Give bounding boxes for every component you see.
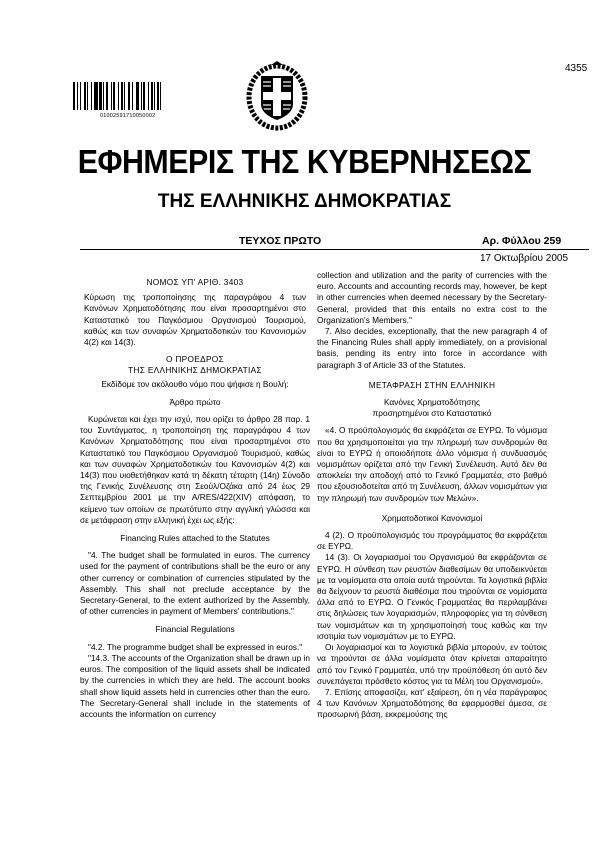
regulations-heading-gr: Χρηματοδοτικοί Κανονισμοί <box>381 512 483 523</box>
article-heading: Άρθρο πρώτο <box>169 396 221 407</box>
right-column <box>317 270 547 721</box>
financing-rules-text: "4. The budget shall be formulated in euros. The currency used for the payment of contributions shall be the euro or any other currency or combination of currencies stipulated by the Assembly. This shall not preclude acceptance by the Secretary-General, to the extent authorized by the Assembly, of other currencies in payment of Members' contributions." <box>80 550 310 617</box>
rule-4-gr: «4. Ο προϋπολογισμός θα εκφράζεται σε ΕΥΡΩ. Το νόμισμα που θα χρησιμοποιείται για την πληρωμή των συνδρομών θα είναι το ΕΥΡΩ ή οποιοδήποτε άλλο νόμισμα ή συνδυασμός νομισμάτων ορίζεται από την Γενική Συνέλευση. Αυτό δεν θα αποκλείει την αποδοχή από το Γενικό Γραμματέα, στο βαθμό που εξουσιοδοτείται από τη Συνέλευση, άλλων νομισμάτων για την πληρωμή των συνδρομών των Μελών». <box>317 425 547 503</box>
promulgation: Εκδίδομε τον ακόλουθο νόμο που ψήφισε η Βουλή: <box>101 378 289 389</box>
page-number: 4355 <box>565 63 588 74</box>
regulation-4-2: "4.2. The programme budget shall be expressed in euros." <box>88 641 303 652</box>
rules-heading-gr-line2: προσηρτημένοι στο Καταστατικό <box>372 408 492 419</box>
issue-label: ΤΕΥΧΟΣ ΠΡΩΤΟ <box>239 235 322 247</box>
header-divider <box>80 249 589 250</box>
president-heading: Ο ΠΡΟΕΔΡΟΣ <box>166 354 224 365</box>
president-heading-line2: ΤΗΣ ΕΛΛΗΝΙΚΗΣ ΔΗΜΟΚΡΑΤΙΑΣ <box>128 365 262 376</box>
regulation-14-3-gr: 14 (3). Οι λογαριασμοί του Οργανισμού θα εκφράζονται σε ΕΥΡΩ. Η σύνθεση των ρευστών διαθεσίμων θα υποδεικνύεται με τα νομίσματα στα οποία αυτά τηρούνται. Τα λογιστικά βιβλία θα δείχνουν τα ρευστά διαθέσιμα που τηρούνται σε νομίσματα άλλα από το ΕΥΡΩ. Ο Γενικός Γραμματέας θα περιλαμβάνει στις δηλώσεις των λογαριασμών, πληροφορίες για τη σύνθεση των νομισμάτων και τη χρησιμοποίησή τους καθώς και την ισοτιμία των νομισμάτων με το ΕΥΡΩ. <box>317 552 547 641</box>
paragraph-7-en: 7. Also decides, exceptionally, that the new paragraph 4 of the Financing Rules shall apply immediately, on a provisional basis, pending its entry into force in accordance with paragraph 3 of Article 33 of the Statutes. <box>317 326 547 370</box>
article-text: Κυρώνεται και έχει την ισχύ, που ορίζει το άρθρο 28 παρ. 1 του Συντάγματος, η τροποποίηση της παραγράφου 4 των Κανόνων Χρηματοδότησης που είναι προσαρτημένοι στο Καταστατικό του Παγκόσμιου Οργανισμού Τουρισμού, καθώς και των συναφών Χρηματοδοτικών του Κανονισμών 4(2) και 14(3) που υιοθετήθηκαν κατά τη δέκατη τέταρτη (14η) Σύνοδο της Γενικής Συνέλευσης στη Σεούλ/Οζάκα από 24 έως 29 Σεπτεμβρίου 2001 με την A/RES/422(XIV) απόφαση, το κείμενο των οποίων σε πρωτότυπο στην αγγλική γλώσσα και σε μετάφραση στην ελληνική έχει ως εξής: <box>80 414 310 525</box>
law-summary: Κύρωση της τροποποίησης της παραγράφου 4 των Κανόνων Χρηματοδότησης που είναι προσαρτημένοι στο Καταστατικό του Παγκόσμιου Οργανισμού Τουρισμού, καθώς και των συναφών Χρηματοδοτικών του Κανονισμών 4(2) και 14(3). <box>84 292 306 348</box>
issue-date: 17 Οκτωβρίου 2005 <box>480 253 569 264</box>
paragraph-7-gr: 7. Επίσης αποφασίζει, κατ' εξαίρεση, ότι η νέα παράγραφος 4 των Κανόνων Χρηματοδότησης θα εφαρμοσθεί άμεσα, σε προσωρινή βάση, εκκρεμούσης της <box>317 686 547 720</box>
rules-heading-gr: Κανόνες Χρηματοδότησης <box>383 397 481 408</box>
financing-rules-heading: Financing Rules attached to the Statutes <box>120 533 270 544</box>
left-column <box>80 270 310 720</box>
law-title: ΝΟΜΟΣ ΥΠ' ΑΡΙΘ. 3403 <box>146 277 244 287</box>
regulation-continuation: collection and utilization and the parity of currencies with the euro. Accounts and accounting records may, however, be kept in other currencies when deemed necessary by the Secretary-General, provided that this entails no extra cost to the Organization's Members." <box>317 270 547 325</box>
accounts-gr: Οι λογαριασμοί και τα λογιστικά βιβλία μπορούν, εν τούτοις να τηρούνται σε άλλα νομίσματα όταν κρίνεται απαραίτητο από τον Γενικό Γραμματέα, υπό την προϋπόθεση ότι αυτό δεν συνεπάγεται πρόσθετο κόστος για τα Μέλη του Οργανισμού». <box>317 642 547 686</box>
gazette-subtitle: ΤΗΣ ΕΛΛΗΝΙΚΗΣ ΔΗΜΟΚΡΑΤΙΑΣ <box>157 191 452 212</box>
regulation-4-2-gr: 4 (2). Ο προϋπολογισμός του προγράμματος θα εκφράζεται σε ΕΥΡΩ. <box>317 530 547 552</box>
regulation-14-3: "14.3. The accounts of the Organization shall be drawn up in euros. The composition of the liquid assets shall be indicated by the currencies in which they are held. The account books shall show liquid assets held in currencies other than the euro. The Secretary-General shall include in the statements of accounts the information on currency <box>80 652 310 719</box>
sheet-number: Αρ. Φύλλου 259 <box>482 235 562 247</box>
coat-of-arms-icon <box>245 60 309 132</box>
financial-regulations-heading: Financial Regulations <box>155 624 235 635</box>
translation-heading: ΜΕΤΑΦΡΑΣΗ ΣΤΗΝ ΕΛΛΗΝΙΚΗ <box>368 379 496 390</box>
gazette-title: ΕΦΗΜΕΡΙΣ ΤΗΣ ΚΥΒΕΡΝΗΣΕΩΣ <box>77 143 532 180</box>
barcode-number: 01002591710050002 <box>100 113 156 119</box>
barcode <box>73 82 183 110</box>
